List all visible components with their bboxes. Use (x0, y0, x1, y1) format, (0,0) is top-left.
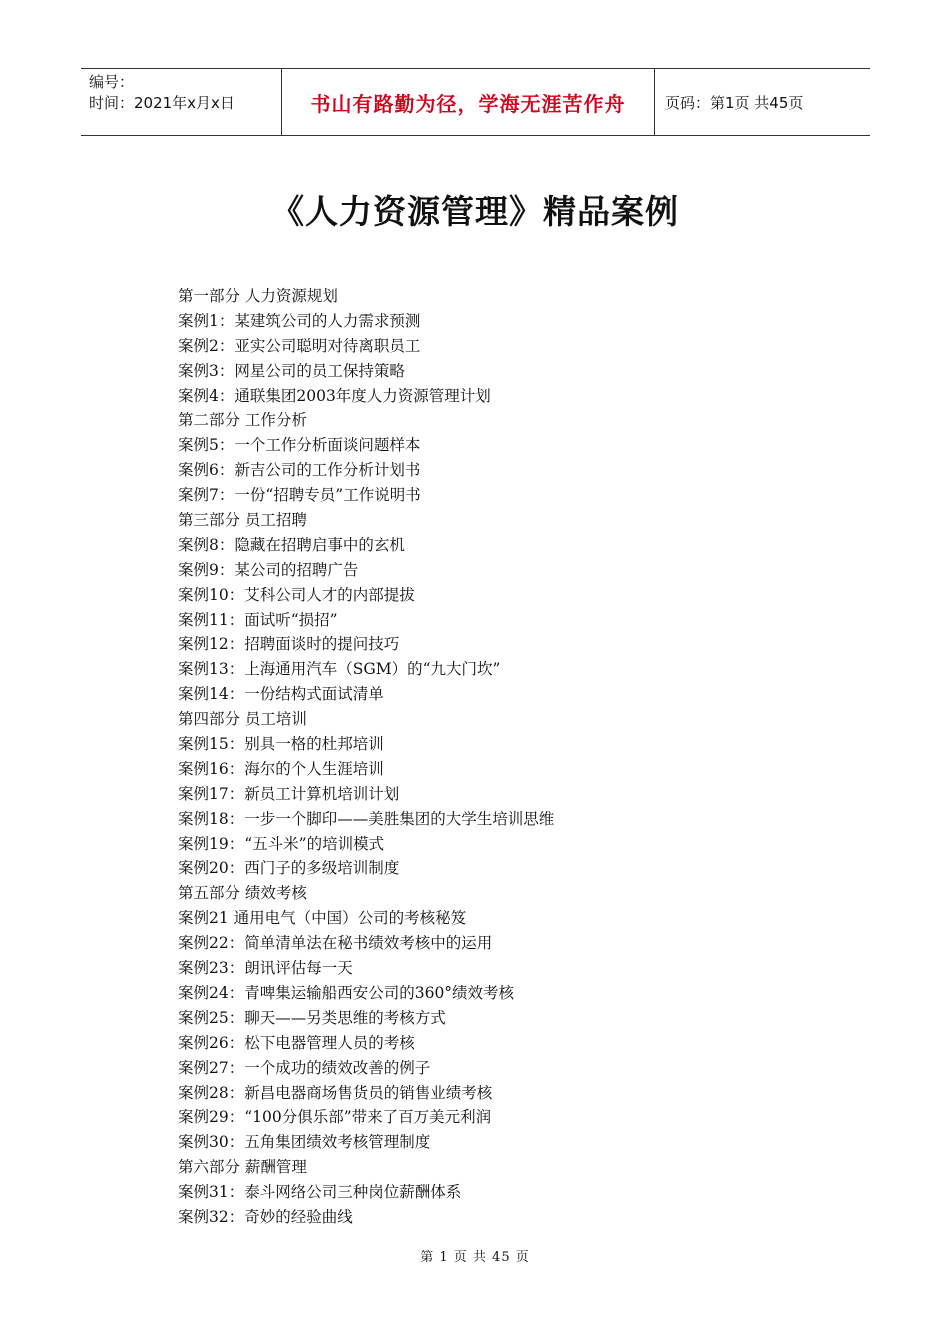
toc-case-item: 案例6：新吉公司的工作分析计划书 (178, 461, 421, 480)
toc-case-item: 案例24：青啤集运输船西安公司的360°绩效考核 (178, 983, 515, 1002)
toc-case-item: 案例19：“五斗米”的培训模式 (178, 834, 385, 853)
toc-case-item: 案例16：海尔的个人生涯培训 (178, 759, 384, 778)
toc-case-item: 案例29：“100分俱乐部”带来了百万美元利润 (178, 1108, 492, 1127)
page-info-text: 页码：第1页 共45页 (665, 93, 804, 112)
table-of-contents (178, 284, 554, 1230)
page-footer: 第 1 页 共 45 页 (420, 1250, 530, 1265)
page-info-cell (655, 69, 870, 135)
toc-part-heading: 第四部分 员工培训 (178, 710, 307, 729)
toc-case-item: 案例1：某建筑公司的人力需求预测 (178, 311, 421, 330)
document-header (81, 68, 870, 136)
toc-case-item: 案例10：艾科公司人才的内部提拔 (178, 585, 415, 604)
toc-case-item: 案例32：奇妙的经验曲线 (178, 1207, 353, 1226)
toc-case-item: 案例4：通联集团2003年度人力资源管理计划 (178, 386, 491, 405)
toc-case-item: 案例22：简单清单法在秘书绩效考核中的运用 (178, 934, 493, 953)
toc-case-item: 案例21 通用电气（中国）公司的考核秘笈 (178, 909, 467, 928)
toc-part-heading: 第一部分 人力资源规划 (178, 287, 338, 305)
toc-part-heading: 第六部分 薪酬管理 (178, 1158, 307, 1177)
toc-case-item: 案例20：西门子的多级培训制度 (178, 859, 400, 878)
toc-case-item: 案例2：亚实公司聪明对待离职员工 (178, 336, 421, 355)
motto-text: 书山有路勤为径，学海无涯苦作舟 (310, 91, 626, 116)
toc-case-item: 案例8：隐藏在招聘启事中的玄机 (178, 535, 405, 554)
motto-cell (282, 69, 655, 135)
toc-case-item: 案例17：新员工计算机培训计划 (178, 784, 400, 803)
toc-case-item: 案例18：一步一个脚印——美胜集团的大学生培训思维 (178, 809, 555, 828)
toc-part-heading: 第二部分 工作分析 (178, 411, 307, 430)
toc-case-item: 案例3：网星公司的员工保持策略 (178, 361, 405, 380)
toc-case-item: 案例23：朗讯评估每一天 (178, 959, 353, 978)
toc-part-heading: 第三部分 员工招聘 (178, 511, 307, 530)
toc-case-item: 案例30：五角集团绩效考核管理制度 (178, 1133, 431, 1152)
toc-case-item: 案例25：聊天——另类思维的考核方式 (178, 1008, 446, 1027)
date-label: 时间：2021年x月x日 (89, 94, 235, 112)
header-meta-cell (81, 69, 282, 135)
toc-case-item: 案例31：泰斗网络公司三种岗位薪酬体系 (178, 1183, 462, 1202)
toc-case-item: 案例27：一个成功的绩效改善的例子 (178, 1058, 431, 1077)
document-title: 《人力资源管理》精品案例 (271, 192, 679, 231)
toc-case-item: 案例26：松下电器管理人员的考核 (178, 1033, 415, 1052)
toc-part-heading: 第五部分 绩效考核 (178, 884, 307, 903)
toc-case-item: 案例14：一份结构式面试清单 (178, 685, 384, 704)
toc-case-item: 案例28：新昌电器商场售货员的销售业绩考核 (178, 1083, 493, 1102)
toc-case-item: 案例13：上海通用汽车（SGM）的“九大门坎” (178, 660, 501, 679)
toc-case-item: 案例11：面试听“损招” (178, 610, 338, 629)
toc-case-item: 案例9：某公司的招聘广告 (178, 560, 359, 579)
toc-case-item: 案例5：一个工作分析面谈问题样本 (178, 436, 421, 455)
toc-case-item: 案例7：一份“招聘专员”工作说明书 (178, 486, 421, 505)
serial-number-label: 编号： (89, 73, 135, 91)
toc-case-item: 案例15：别具一格的杜邦培训 (178, 735, 384, 754)
toc-case-item: 案例12：招聘面谈时的提问技巧 (178, 635, 400, 654)
